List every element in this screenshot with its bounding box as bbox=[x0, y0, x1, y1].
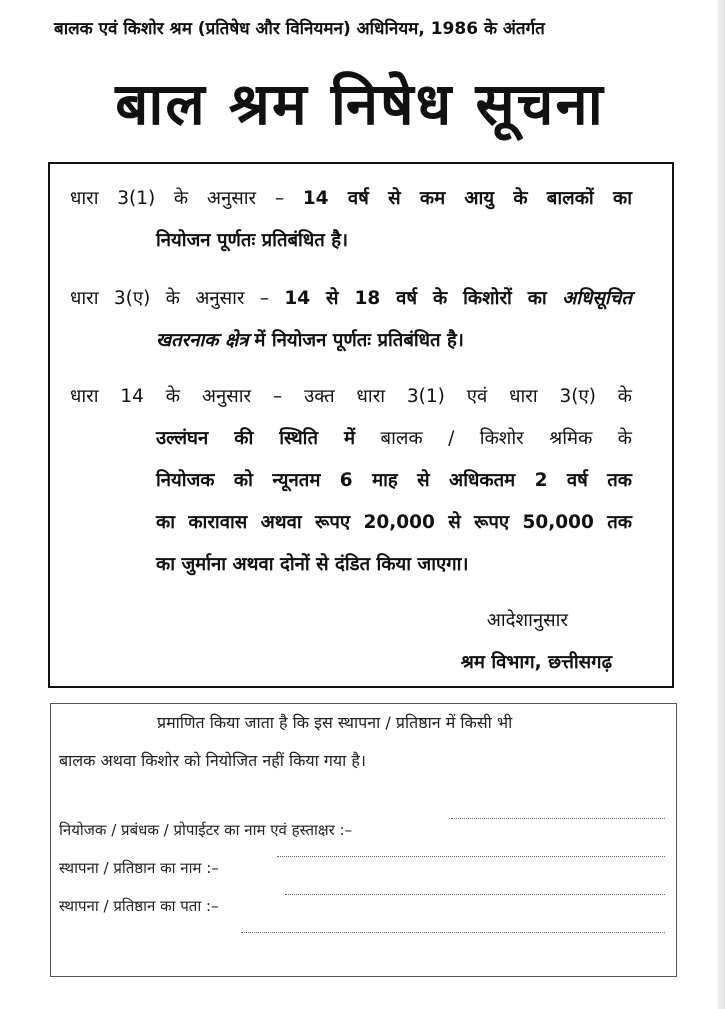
section-14-line5: का जुर्माना अथवा दोनों से दंडित किया जाएगा। bbox=[156, 554, 469, 575]
section-14-line1: धारा 14 के अनुसार – उक्त धारा 3(1) एवं धारा 3(ए) के bbox=[70, 386, 632, 407]
page-edge bbox=[717, 0, 725, 1009]
department-name: श्रम विभाग, छत्तीसगढ़ bbox=[460, 652, 612, 673]
employer-field[interactable] bbox=[451, 818, 665, 819]
section-14-violation: उल्लंघन की स्थिति में bbox=[156, 428, 356, 449]
act-reference: बालक एवं किशोर श्रम (प्रतिषेध और विनियमन) अधिनियम, 1986 के अंतर्गत bbox=[54, 19, 545, 39]
section-14-line4: का कारावास अथवा रूपए 20,000 से रूपए 50,000 तक bbox=[156, 512, 632, 533]
section-3-a-hazard: खतरनाक क्षेत्र bbox=[156, 330, 249, 351]
section-3-a-text: 14 से 18 वर्ष के किशोरों का bbox=[284, 288, 547, 309]
section-3-a-prohibited: में नियोजन पूर्णतः प्रतिबंधित है। bbox=[254, 330, 464, 351]
employer-label: नियोजक / प्रबंधक / प्रोपाईटर का नाम एवं हस्ताक्षर :– bbox=[59, 821, 353, 839]
section-14-worker: बालक / किशोर श्रमिक के bbox=[380, 428, 632, 449]
section-3-1-line2: नियोजन पूर्णतः प्रतिबंधित है। bbox=[156, 230, 349, 251]
certificate-statement-line2: बालक अथवा किशोर को नियोजित नहीं किया गया है। bbox=[59, 751, 366, 770]
page-title: बाल श्रम निषेध सूचना bbox=[115, 70, 605, 138]
section-3-a-notified: अधिसूचित bbox=[562, 288, 632, 309]
section-3-1-line1 bbox=[70, 186, 632, 212]
establishment-name-field[interactable] bbox=[277, 856, 665, 857]
section-14-line3: नियोजक को न्यूनतम 6 माह से अधिकतम 2 वर्ष तक bbox=[156, 470, 632, 491]
establishment-name-label: स्थापना / प्रतिष्ठान का नाम :– bbox=[59, 859, 219, 877]
section-3-a-line1 bbox=[70, 286, 632, 312]
order-text: आदेशानुसार bbox=[486, 610, 568, 631]
section-3-1-text: 14 वर्ष से कम आयु के बालकों का bbox=[302, 188, 632, 209]
section-3-1-lead: धारा 3(1) के अनुसार – bbox=[70, 188, 285, 209]
section-3-a-lead: धारा 3(ए) के अनुसार – bbox=[70, 288, 270, 309]
certificate-statement-line1: प्रमाणित किया जाता है कि इस स्थापना / प्रतिष्ठान में किसी भी bbox=[157, 713, 513, 732]
establishment-address-field-2[interactable] bbox=[241, 932, 665, 933]
section-14-line2 bbox=[156, 426, 632, 452]
establishment-address-label: स्थापना / प्रतिष्ठान का पता :– bbox=[59, 897, 219, 915]
rules-box bbox=[48, 162, 674, 688]
establishment-address-field[interactable] bbox=[285, 894, 665, 895]
section-3-a-line2 bbox=[156, 328, 464, 354]
certificate-box bbox=[50, 703, 677, 977]
